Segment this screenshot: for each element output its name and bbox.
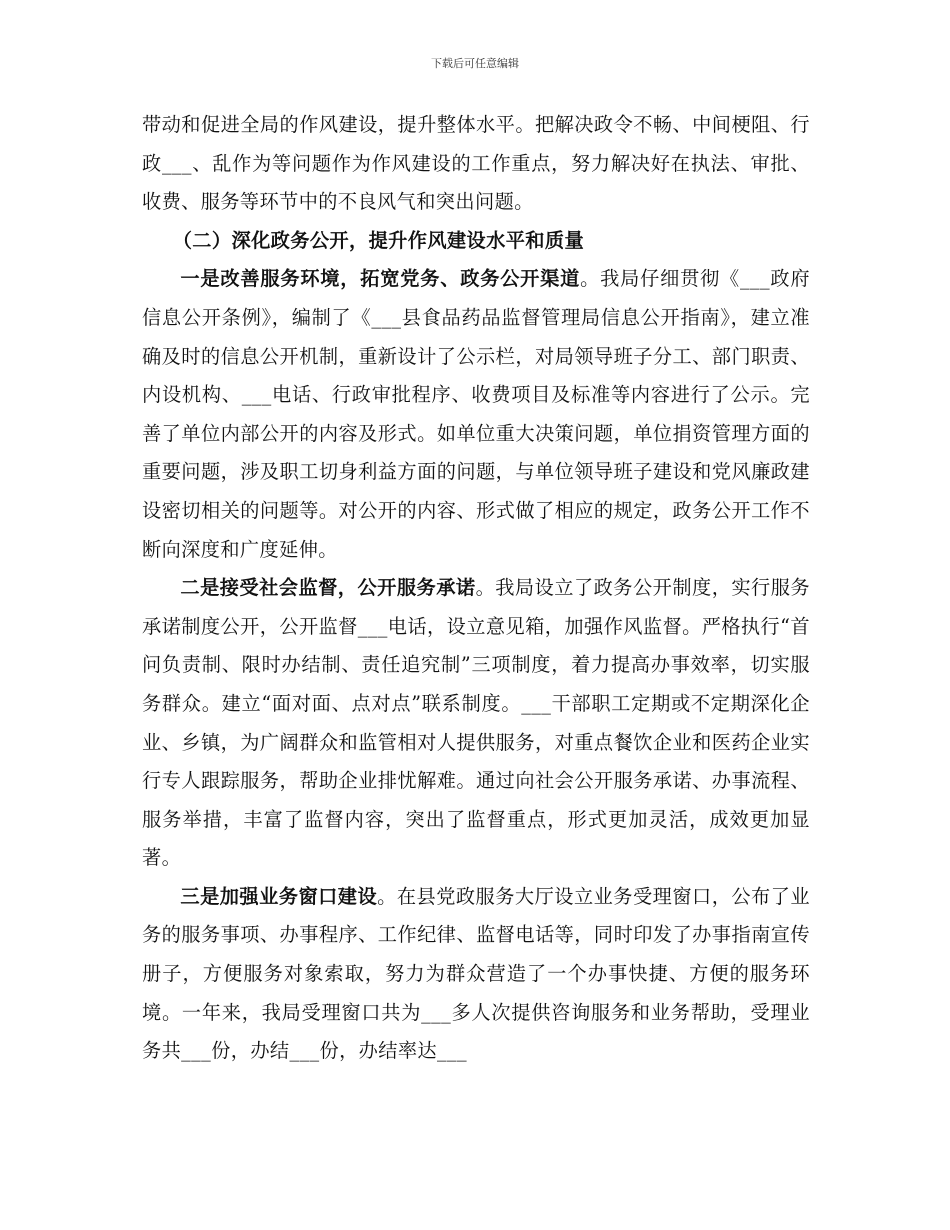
paragraph-4-lead: 三是加强业务窗口建设 bbox=[180, 884, 378, 908]
paragraph-1: 带动和促进全局的作风建设，提升整体水平。把解决政令不畅、中间梗阻、行政___、乱作为等问题作为作风建设的工作重点，努力解决好在执法、审批、收费、服务等环节中的不良风气和突出问题。 bbox=[142, 113, 810, 214]
paragraph-2-lead: 一是改善服务环境，拓宽党务、政务公开渠道 bbox=[180, 267, 581, 291]
paragraph-2 bbox=[142, 260, 810, 569]
document-body bbox=[142, 106, 810, 1071]
paragraph-3-lead: 二是接受社会监督，公开服务承诺 bbox=[180, 576, 476, 600]
paragraph-4-text: 。在县党政服务大厅设立业务受理窗口，公布了业务的服务事项、办事程序、工作纪律、监督电话等，同时印发了办事指南宣传册子，方便服务对象索取，努力为群众营造了一个办事快捷、方便的服务环境。一年来，我局受理窗口共为___多人次提供咨询服务和业务帮助，受理业务共___份，办结___份，办结率达___ bbox=[142, 884, 810, 1063]
section-heading: （二）深化政务公开，提升作风建设水平和质量 bbox=[172, 228, 585, 252]
paragraph-4 bbox=[142, 878, 810, 1071]
paragraph-2-text: 。我局仔细贯彻《___政府信息公开条例》，编制了《___县食品药品监督管理局信息公开指南》，建立准确及时的信息公开机制，重新设计了公示栏，对局领导班子分工、部门职责、内设机构、___电话、行政审批程序、收费项目及标准等内容进行了公示。完善了单位内部公开的内容及形式。如单位重大决策问题，单位捐资管理方面的重要问题，涉及职工切身利益方面的问题，与单位领导班子建设和党风廉政建设密切相关的问题等。对公开的内容、形式做了相应的规定，政务公开工作不断向深度和广度延伸。 bbox=[142, 267, 810, 561]
paragraph-3 bbox=[142, 569, 810, 878]
download-note: 下载后可任意编辑 bbox=[431, 57, 519, 70]
paragraph-3-text: 。我局设立了政务公开制度，实行服务承诺制度公开，公开监督___电话，设立意见箱，加强作风监督。严格执行“首问负责制、限时办结制、责任追究制”三项制度，着力提高办事效率，切实服务群众。建立“面对面、点对点”联系制度。___干部职工定期或不定期深化企业、乡镇，为广阔群众和监管相对人提供服务，对重点餐饮企业和医药企业实行专人跟踪服务，帮助企业排忧解难。通过向社会公开服务承诺、办事流程、服务举措，丰富了监督内容，突出了监督重点，形式更加灵活，成效更加显著。 bbox=[142, 576, 810, 870]
